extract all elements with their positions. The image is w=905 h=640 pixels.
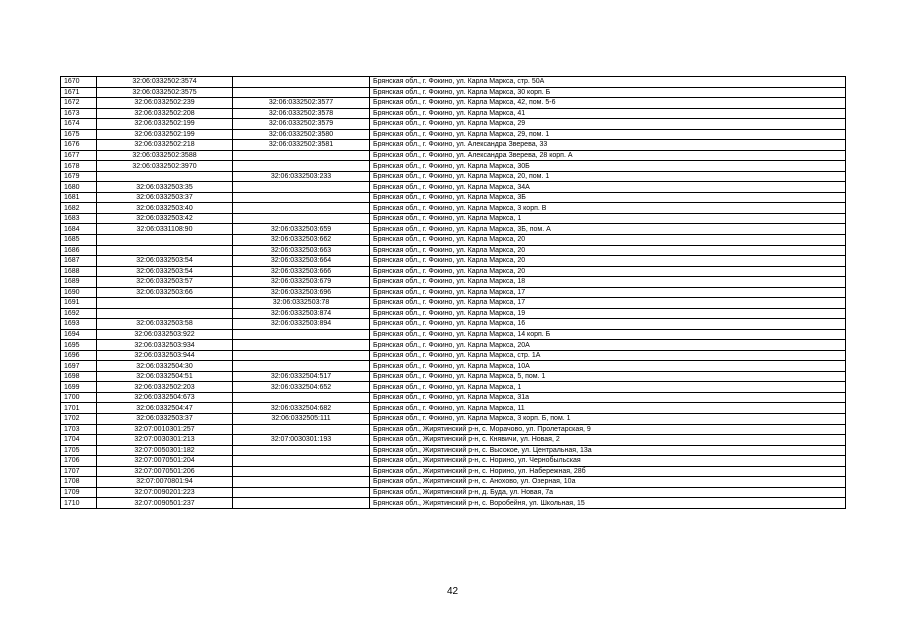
- object-cadastral-number-cell: [233, 150, 370, 161]
- cadastral-number-cell: 32:06:0332502:3970: [97, 161, 233, 172]
- table-row: [61, 98, 846, 109]
- address-cell: Брянская обл., г. Фокино, ул. Карла Маркса, стр. 1А: [370, 350, 846, 361]
- cadastral-number-cell: 32:06:0332503:54: [97, 266, 233, 277]
- table-row: [61, 192, 846, 203]
- table-row: [61, 108, 846, 119]
- object-cadastral-number-cell: [233, 213, 370, 224]
- row-number-cell: 1671: [61, 87, 97, 98]
- row-number-cell: 1704: [61, 435, 97, 446]
- address-cell: Брянская обл., г. Фокино, ул. Карла Маркса, 20, пом. 1: [370, 171, 846, 182]
- object-cadastral-number-cell: [233, 477, 370, 488]
- object-cadastral-number-cell: [233, 445, 370, 456]
- address-cell: Брянская обл., г. Фокино, ул. Карла Маркса, 17: [370, 298, 846, 309]
- address-cell: Брянская обл., г. Фокино, ул. Карла Маркса, 30 корп. Б: [370, 87, 846, 98]
- address-cell: Брянская обл., г. Фокино, ул. Карла Маркса, 14 корп. Б: [370, 329, 846, 340]
- object-cadastral-number-cell: 32:06:0332503:679: [233, 277, 370, 288]
- cadastral-number-cell: 32:06:0332503:58: [97, 319, 233, 330]
- object-cadastral-number-cell: 32:06:0332504:682: [233, 403, 370, 414]
- table-row: [61, 424, 846, 435]
- cadastral-number-cell: 32:06:0332502:3575: [97, 87, 233, 98]
- cadastral-number-cell: 32:06:0332503:944: [97, 350, 233, 361]
- address-cell: Брянская обл., г. Фокино, ул. Карла Маркса, 19: [370, 308, 846, 319]
- table-row: [61, 87, 846, 98]
- object-cadastral-number-cell: [233, 361, 370, 372]
- address-cell: Брянская обл., Жирятинский р-н, с. Норино, ул. Чернобыльская: [370, 456, 846, 467]
- cadastral-number-cell: 32:07:0070501:204: [97, 456, 233, 467]
- address-cell: Брянская обл., г. Фокино, ул. Александра Зверева, 33: [370, 140, 846, 151]
- object-cadastral-number-cell: [233, 424, 370, 435]
- row-number-cell: 1695: [61, 340, 97, 351]
- table-body: [61, 77, 846, 509]
- cadastral-number-cell: 32:06:0332502:218: [97, 140, 233, 151]
- object-cadastral-number-cell: [233, 340, 370, 351]
- address-cell: Брянская обл., г. Фокино, ул. Карла Маркса, 3 корп. В: [370, 203, 846, 214]
- row-number-cell: 1689: [61, 277, 97, 288]
- object-cadastral-number-cell: 32:06:0332503:663: [233, 245, 370, 256]
- object-cadastral-number-cell: 32:06:0332504:652: [233, 382, 370, 393]
- table-row: [61, 256, 846, 267]
- cadastral-number-cell: 32:06:0332503:37: [97, 414, 233, 425]
- table-row: [61, 171, 846, 182]
- cadastral-number-cell: [97, 298, 233, 309]
- table-row: [61, 140, 846, 151]
- address-cell: Брянская обл., г. Фокино, ул. Карла Маркса, 42, пом. 5-6: [370, 98, 846, 109]
- row-number-cell: 1698: [61, 371, 97, 382]
- cadastral-number-cell: [97, 308, 233, 319]
- object-cadastral-number-cell: 32:06:0332502:3577: [233, 98, 370, 109]
- cadastral-number-cell: 32:07:0090501:237: [97, 498, 233, 509]
- cadastral-number-cell: [97, 171, 233, 182]
- row-number-cell: 1672: [61, 98, 97, 109]
- object-cadastral-number-cell: 32:06:0332503:874: [233, 308, 370, 319]
- cadastral-number-cell: 32:06:0332503:42: [97, 213, 233, 224]
- table-row: [61, 308, 846, 319]
- object-cadastral-number-cell: 32:06:0332504:517: [233, 371, 370, 382]
- object-cadastral-number-cell: 32:06:0332502:3579: [233, 119, 370, 130]
- address-cell: Брянская обл., г. Фокино, ул. Карла Маркса, 18: [370, 277, 846, 288]
- address-cell: Брянская обл., Жирятинский р-н, с. Анохово, ул. Озерная, 10а: [370, 477, 846, 488]
- row-number-cell: 1697: [61, 361, 97, 372]
- row-number-cell: 1674: [61, 119, 97, 130]
- address-cell: Брянская обл., г. Фокино, ул. Карла Маркса, 31а: [370, 392, 846, 403]
- address-cell: Брянская обл., Жирятинский р-н, с. Княвичи, ул. Новая, 2: [370, 435, 846, 446]
- table-row: [61, 329, 846, 340]
- address-cell: Брянская обл., Жирятинский р-н, с. Высокое, ул. Центральная, 13а: [370, 445, 846, 456]
- table-row: [61, 456, 846, 467]
- address-cell: Брянская обл., г. Фокино, ул. Карла Маркса, 34А: [370, 182, 846, 193]
- table-row: [61, 266, 846, 277]
- cadastral-number-cell: 32:06:0332502:208: [97, 108, 233, 119]
- table-row: [61, 445, 846, 456]
- address-cell: Брянская обл., г. Фокино, ул. Карла Маркса, 16: [370, 319, 846, 330]
- address-cell: Брянская обл., г. Фокино, ул. Карла Маркса, 3 корп. Б, пом. 1: [370, 414, 846, 425]
- table-row: [61, 382, 846, 393]
- row-number-cell: 1670: [61, 77, 97, 88]
- table-row: [61, 203, 846, 214]
- cadastral-number-cell: 32:07:0030301:213: [97, 435, 233, 446]
- row-number-cell: 1675: [61, 129, 97, 140]
- cadastral-number-cell: 32:07:0070801:94: [97, 477, 233, 488]
- object-cadastral-number-cell: 32:06:0332503:233: [233, 171, 370, 182]
- row-number-cell: 1700: [61, 392, 97, 403]
- object-cadastral-number-cell: 32:06:0332502:3580: [233, 129, 370, 140]
- table-row: [61, 414, 846, 425]
- object-cadastral-number-cell: 32:06:0332503:662: [233, 234, 370, 245]
- object-cadastral-number-cell: [233, 350, 370, 361]
- row-number-cell: 1696: [61, 350, 97, 361]
- address-cell: Брянская обл., г. Фокино, ул. Карла Маркса, 10А: [370, 361, 846, 372]
- object-cadastral-number-cell: 32:06:0332503:659: [233, 224, 370, 235]
- address-cell: Брянская обл., г. Фокино, ул. Карла Маркса, 41: [370, 108, 846, 119]
- page-number: 42: [446, 586, 459, 597]
- address-cell: Брянская обл., г. Фокино, ул. Карла Маркса, 29: [370, 119, 846, 130]
- table-row: [61, 224, 846, 235]
- address-cell: Брянская обл., г. Фокино, ул. Карла Маркса, 11: [370, 403, 846, 414]
- table-row: [61, 403, 846, 414]
- address-cell: Брянская обл., г. Фокино, ул. Карла Маркса, 3Б: [370, 192, 846, 203]
- table-row: [61, 319, 846, 330]
- row-number-cell: 1685: [61, 234, 97, 245]
- row-number-cell: 1673: [61, 108, 97, 119]
- table-row: [61, 340, 846, 351]
- cadastral-number-cell: 32:07:0010301:257: [97, 424, 233, 435]
- row-number-cell: 1693: [61, 319, 97, 330]
- cadastral-number-cell: 32:06:0332503:57: [97, 277, 233, 288]
- row-number-cell: 1691: [61, 298, 97, 309]
- object-cadastral-number-cell: 32:07:0030301:193: [233, 435, 370, 446]
- cadastral-number-cell: 32:06:0332502:3588: [97, 150, 233, 161]
- cadastral-number-cell: [97, 245, 233, 256]
- object-cadastral-number-cell: 32:06:0332503:666: [233, 266, 370, 277]
- object-cadastral-number-cell: [233, 456, 370, 467]
- address-cell: Брянская обл., г. Фокино, ул. Карла Маркса, 30Б: [370, 161, 846, 172]
- address-cell: Брянская обл., Жирятинский р-н, с. Морачово, ул. Пролетарская, 9: [370, 424, 846, 435]
- address-cell: Брянская обл., г. Фокино, ул. Карла Маркса, 1: [370, 213, 846, 224]
- row-number-cell: 1690: [61, 287, 97, 298]
- cadastral-number-cell: 32:06:0332503:35: [97, 182, 233, 193]
- address-cell: Брянская обл., г. Фокино, ул. Карла Маркса, 20: [370, 266, 846, 277]
- address-cell: Брянская обл., г. Фокино, ул. Карла Маркса, 20: [370, 245, 846, 256]
- table-row: [61, 392, 846, 403]
- row-number-cell: 1701: [61, 403, 97, 414]
- cadastral-number-cell: 32:06:0332503:66: [97, 287, 233, 298]
- address-cell: Брянская обл., г. Фокино, ул. Карла Маркса, 3Б, пом. А: [370, 224, 846, 235]
- address-cell: Брянская обл., Жирятинский р-н, с. Воробейня, ул. Школьная, 15: [370, 498, 846, 509]
- object-cadastral-number-cell: 32:06:0332505:111: [233, 414, 370, 425]
- row-number-cell: 1710: [61, 498, 97, 509]
- object-cadastral-number-cell: [233, 487, 370, 498]
- address-cell: Брянская обл., г. Фокино, ул. Карла Маркса, 20: [370, 256, 846, 267]
- cadastral-number-cell: 32:07:0050301:182: [97, 445, 233, 456]
- address-cell: Брянская обл., Жирятинский р-н, с. Норино, ул. Набережная, 28б: [370, 466, 846, 477]
- address-cell: Брянская обл., г. Фокино, ул. Карла Маркса, 1: [370, 382, 846, 393]
- table-row: [61, 150, 846, 161]
- cadastral-number-cell: 32:06:0332503:37: [97, 192, 233, 203]
- cadastral-number-cell: 32:06:0332502:239: [97, 98, 233, 109]
- cadastral-number-cell: 32:07:0090201:223: [97, 487, 233, 498]
- row-number-cell: 1692: [61, 308, 97, 319]
- table-row: [61, 234, 846, 245]
- cadastral-number-cell: 32:06:0332503:40: [97, 203, 233, 214]
- address-cell: Брянская обл., г. Фокино, ул. Карла Маркса, стр. 50А: [370, 77, 846, 88]
- row-number-cell: 1709: [61, 487, 97, 498]
- table-row: [61, 77, 846, 88]
- cadastral-number-cell: 32:06:0332504:30: [97, 361, 233, 372]
- address-cell: Брянская обл., г. Фокино, ул. Карла Маркса, 29, пом. 1: [370, 129, 846, 140]
- table-row: [61, 477, 846, 488]
- cadastral-number-cell: 32:06:0332502:203: [97, 382, 233, 393]
- table-row: [61, 298, 846, 309]
- row-number-cell: 1706: [61, 456, 97, 467]
- object-cadastral-number-cell: [233, 498, 370, 509]
- row-number-cell: 1676: [61, 140, 97, 151]
- cadastral-number-cell: [97, 234, 233, 245]
- cadastral-number-cell: 32:06:0332502:3574: [97, 77, 233, 88]
- address-cell: Брянская обл., г. Фокино, ул. Карла Маркса, 20А: [370, 340, 846, 351]
- cadastral-number-cell: 32:06:0332502:199: [97, 129, 233, 140]
- address-cell: Брянская обл., Жирятинский р-н, д. Буда, ул. Новая, 7а: [370, 487, 846, 498]
- cadastral-number-cell: 32:06:0332503:934: [97, 340, 233, 351]
- row-number-cell: 1708: [61, 477, 97, 488]
- object-cadastral-number-cell: [233, 203, 370, 214]
- cadastral-number-cell: 32:06:0332503:922: [97, 329, 233, 340]
- row-number-cell: 1702: [61, 414, 97, 425]
- row-number-cell: 1707: [61, 466, 97, 477]
- row-number-cell: 1687: [61, 256, 97, 267]
- table-row: [61, 277, 846, 288]
- object-cadastral-number-cell: [233, 192, 370, 203]
- object-cadastral-number-cell: 32:06:0332502:3578: [233, 108, 370, 119]
- row-number-cell: 1682: [61, 203, 97, 214]
- cadastral-number-cell: 32:07:0070501:206: [97, 466, 233, 477]
- table-row: [61, 245, 846, 256]
- object-cadastral-number-cell: [233, 77, 370, 88]
- table-row: [61, 119, 846, 130]
- cadastral-number-cell: 32:06:0332504:47: [97, 403, 233, 414]
- table-row: [61, 466, 846, 477]
- table-row: [61, 287, 846, 298]
- row-number-cell: 1705: [61, 445, 97, 456]
- object-cadastral-number-cell: [233, 161, 370, 172]
- cadastral-number-cell: 32:06:0331108:90: [97, 224, 233, 235]
- cadastral-number-cell: 32:06:0332504:51: [97, 371, 233, 382]
- table-row: [61, 213, 846, 224]
- table-row: [61, 350, 846, 361]
- table-row: [61, 161, 846, 172]
- row-number-cell: 1681: [61, 192, 97, 203]
- table-row: [61, 129, 846, 140]
- row-number-cell: 1694: [61, 329, 97, 340]
- object-cadastral-number-cell: 32:06:0332503:78: [233, 298, 370, 309]
- table-row: [61, 435, 846, 446]
- cadastral-register-table: [60, 76, 846, 509]
- cadastral-number-cell: 32:06:0332502:199: [97, 119, 233, 130]
- table-row: [61, 182, 846, 193]
- address-cell: Брянская обл., г. Фокино, ул. Карла Маркса, 17: [370, 287, 846, 298]
- row-number-cell: 1699: [61, 382, 97, 393]
- row-number-cell: 1678: [61, 161, 97, 172]
- object-cadastral-number-cell: [233, 392, 370, 403]
- object-cadastral-number-cell: [233, 466, 370, 477]
- address-cell: Брянская обл., г. Фокино, ул. Карла Маркса, 5, пом. 1: [370, 371, 846, 382]
- row-number-cell: 1683: [61, 213, 97, 224]
- table-row: [61, 371, 846, 382]
- address-cell: Брянская обл., г. Фокино, ул. Александра Зверева, 28 корп. А: [370, 150, 846, 161]
- object-cadastral-number-cell: 32:06:0332503:696: [233, 287, 370, 298]
- row-number-cell: 1686: [61, 245, 97, 256]
- row-number-cell: 1688: [61, 266, 97, 277]
- table-row: [61, 498, 846, 509]
- row-number-cell: 1677: [61, 150, 97, 161]
- cadastral-number-cell: 32:06:0332504:673: [97, 392, 233, 403]
- object-cadastral-number-cell: [233, 87, 370, 98]
- object-cadastral-number-cell: 32:06:0332503:894: [233, 319, 370, 330]
- object-cadastral-number-cell: [233, 182, 370, 193]
- object-cadastral-number-cell: 32:06:0332503:664: [233, 256, 370, 267]
- row-number-cell: 1684: [61, 224, 97, 235]
- table-row: [61, 361, 846, 372]
- table-row: [61, 487, 846, 498]
- row-number-cell: 1680: [61, 182, 97, 193]
- row-number-cell: 1703: [61, 424, 97, 435]
- object-cadastral-number-cell: [233, 329, 370, 340]
- cadastral-number-cell: 32:06:0332503:54: [97, 256, 233, 267]
- object-cadastral-number-cell: 32:06:0332502:3581: [233, 140, 370, 151]
- row-number-cell: 1679: [61, 171, 97, 182]
- address-cell: Брянская обл., г. Фокино, ул. Карла Маркса, 20: [370, 234, 846, 245]
